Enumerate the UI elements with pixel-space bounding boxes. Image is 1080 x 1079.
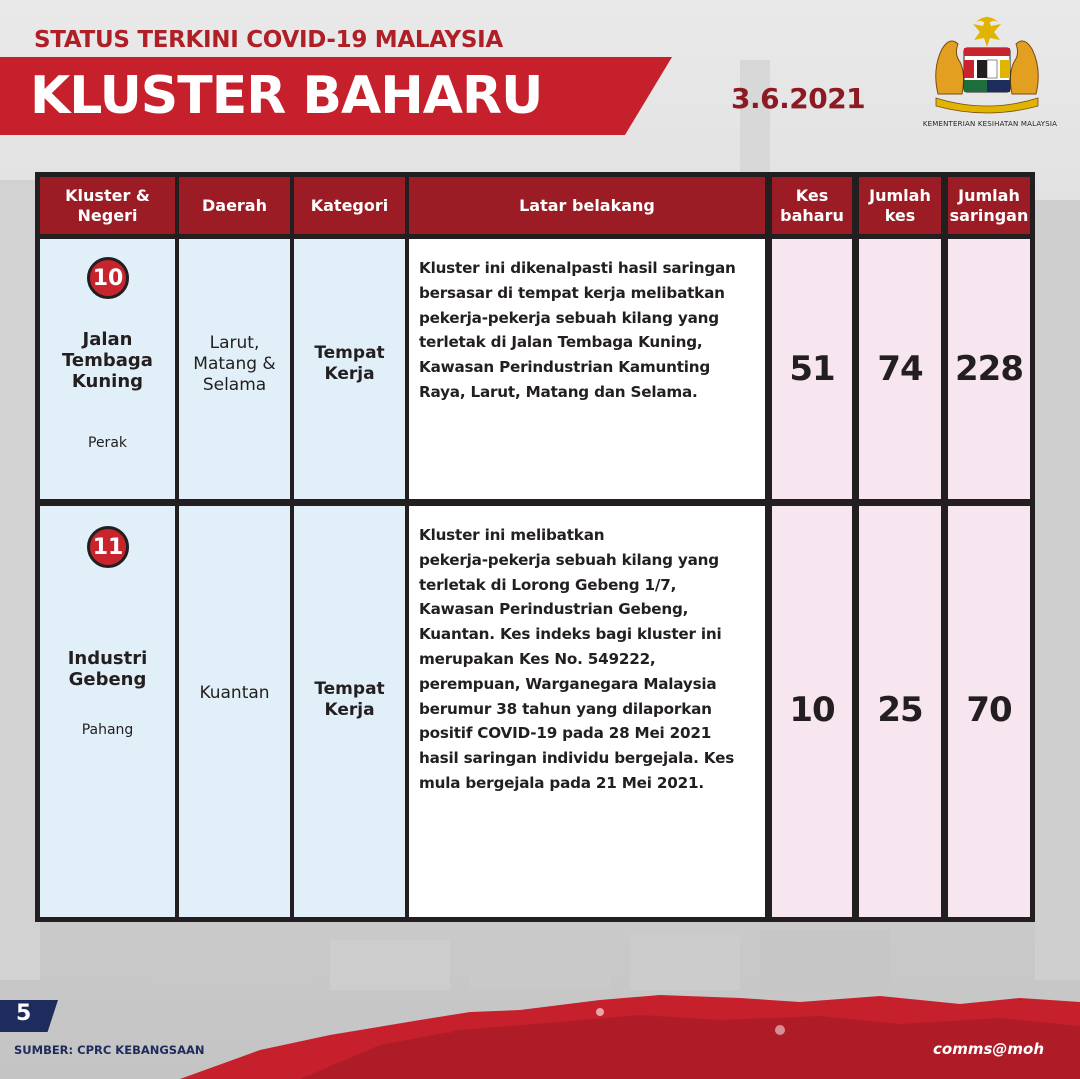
header-total-screening: Jumlah saringan xyxy=(948,177,1030,234)
table-row-cell-cluster xyxy=(40,239,175,499)
table-row-cell-category: Tempat Kerja xyxy=(294,239,405,499)
social-handle: comms@moh xyxy=(933,1040,1044,1058)
table-row-cell-total-screening: 228 xyxy=(948,239,1030,499)
table-row-cell-total-screening: 70 xyxy=(948,506,1030,917)
table-row-cell-background xyxy=(409,239,765,499)
report-date: 3.6.2021 xyxy=(731,82,866,115)
table-row-cell-new-cases: 10 xyxy=(772,506,852,917)
header-background: Latar belakang xyxy=(409,177,765,234)
page-number: 5 xyxy=(16,1001,32,1026)
header-category: Kategori xyxy=(294,177,405,234)
ministry-name: KEMENTERIAN KESIHATAN MALAYSIA xyxy=(922,120,1058,128)
table-row-cell-district: Kuantan xyxy=(179,506,290,917)
cluster-state: Perak xyxy=(88,435,127,451)
table-row-cell-district: Larut, Matang & Selama xyxy=(179,239,290,499)
header-total-cases: Jumlah kes xyxy=(859,177,941,234)
background-text: Kluster ini dikenalpasti hasil saringan bersasar di tempat kerja melibatkan pekerja-pekerja sebuah kilang yang terletak di Jalan Tembaga Kuning, Kawasan Perindustrian Kamunting Raya, Larut, Matang dan Selama. xyxy=(419,259,736,401)
cluster-number-badge: 10 xyxy=(87,257,129,299)
table-row-cell-total-cases: 25 xyxy=(859,506,941,917)
header-cluster-state: Kluster & Negeri xyxy=(40,177,175,234)
header-new-cases: Kes baharu xyxy=(772,177,852,234)
table-row-cell-total-cases: 74 xyxy=(859,239,941,499)
cluster-number-badge: 11 xyxy=(87,526,129,568)
table-row-cell-background xyxy=(409,506,765,917)
page-subtitle: STATUS TERKINI COVID-19 MALAYSIA xyxy=(34,27,503,53)
table-row-cell-new-cases: 51 xyxy=(772,239,852,499)
header-district: Daerah xyxy=(179,177,290,234)
cluster-name: Industri Gebeng xyxy=(67,648,148,690)
cluster-table xyxy=(35,172,1035,922)
page-title: KLUSTER BAHARU xyxy=(30,66,543,126)
footer-red-brushstroke xyxy=(0,990,1080,1079)
cluster-state: Pahang xyxy=(81,722,134,738)
background-text: Kluster ini melibatkan pekerja-pekerja sebuah kilang yang terletak di Lorong Gebeng 1/7, Kawasan Perindustrian Gebeng, Kuantan. Kes indeks bagi kluster ini merupakan Kes No. 549222, perempuan, Warganegara Malaysia berumur 38 tahun yang dilaporkan positif COVID-19 pada 28 Mei 2021 hasil saringan individu bergejala. Kes mula bergejala pada 21 Mei 2021. xyxy=(419,526,735,792)
cluster-name: Jalan Tembaga Kuning xyxy=(62,329,153,392)
table-row-cell-category: Tempat Kerja xyxy=(294,506,405,917)
source-credit: SUMBER: CPRC KEBANGSAAN xyxy=(14,1043,205,1057)
table-row-cell-cluster xyxy=(40,506,175,917)
coat-of-arms-logo xyxy=(928,14,1046,114)
